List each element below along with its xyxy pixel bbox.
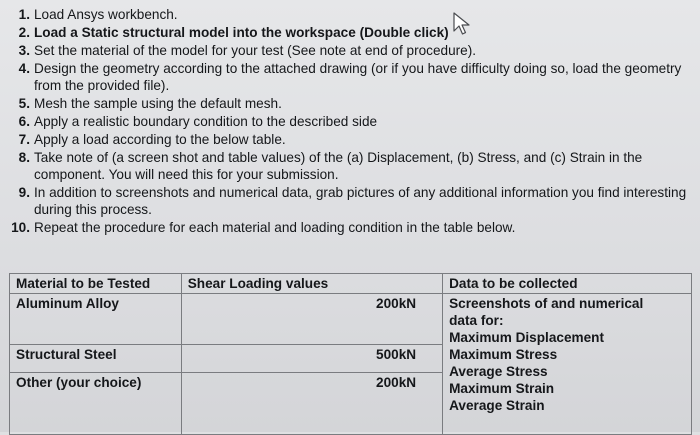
mouse-pointer-icon <box>452 11 474 37</box>
step-text: Apply a realistic boundary condition to the described side <box>34 114 378 129</box>
step-3 <box>8 42 696 59</box>
step-number: 10. <box>11 220 30 235</box>
step-text: Repeat the procedure for each material and loading condition in the table below. <box>34 220 516 235</box>
step-text: In addition to screenshots and numerical data, grab pictures of any additional information you find interesting during this process. <box>34 185 687 217</box>
step-text: Mesh the sample using the default mesh. <box>34 96 282 111</box>
step-4 <box>8 60 696 94</box>
loading-table <box>9 273 692 435</box>
step-text: Load a Static structural model into the workspace (Double click) <box>34 25 449 40</box>
step-8 <box>8 149 696 183</box>
step-7 <box>8 131 696 148</box>
material-cell: Structural Steel <box>10 345 182 373</box>
step-number: 7. <box>18 132 30 147</box>
header-shear-loading: Shear Loading values <box>181 274 442 294</box>
material-cell: Other (your choice) <box>10 373 182 435</box>
header-material: Material to be Tested <box>10 274 182 294</box>
table-header-row <box>10 274 692 294</box>
procedure-steps <box>8 6 696 237</box>
step-number: 1. <box>18 7 30 22</box>
collected-line: Maximum Strain <box>449 381 555 396</box>
step-number: 2. <box>18 25 30 40</box>
step-number: 4. <box>18 61 30 76</box>
step-number: 3. <box>18 43 30 58</box>
collected-line: Screenshots of and numerical <box>449 296 644 311</box>
collected-line: Average Stress <box>449 364 548 379</box>
step-text: Design the geometry according to the attached drawing (or if you have difficulty doing so, load the geometry from the provided file). <box>34 61 682 93</box>
step-number: 6. <box>18 114 30 129</box>
step-6 <box>8 113 696 130</box>
step-text: Load Ansys workbench. <box>34 7 178 22</box>
step-text: Apply a load according to the below table. <box>34 132 286 147</box>
collected-line: Maximum Stress <box>449 347 558 362</box>
load-cell: 200kN <box>181 373 442 435</box>
material-cell: Aluminum Alloy <box>10 294 182 345</box>
step-text: Set the material of the model for your test (See note at end of procedure). <box>34 43 477 58</box>
header-data-collected: Data to be collected <box>443 274 692 294</box>
step-5 <box>8 95 696 112</box>
load-cell: 500kN <box>181 345 442 373</box>
step-9 <box>8 184 696 218</box>
collected-line: data for: <box>449 313 504 328</box>
data-collected-cell <box>443 294 692 435</box>
collected-line: Average Strain <box>449 398 545 413</box>
collected-line: Maximum Displacement <box>449 330 604 345</box>
step-10 <box>8 219 696 236</box>
step-number: 9. <box>18 185 30 200</box>
step-number: 8. <box>18 150 30 165</box>
table-row <box>10 294 692 345</box>
load-cell: 200kN <box>181 294 442 345</box>
step-number: 5. <box>18 96 30 111</box>
step-text: Take note of (a screen shot and table values) of the (a) Displacement, (b) Stress, and (c) Strain in the component. You will need this for your submission. <box>34 150 643 182</box>
step-1 <box>8 6 696 23</box>
step-2 <box>8 24 696 41</box>
